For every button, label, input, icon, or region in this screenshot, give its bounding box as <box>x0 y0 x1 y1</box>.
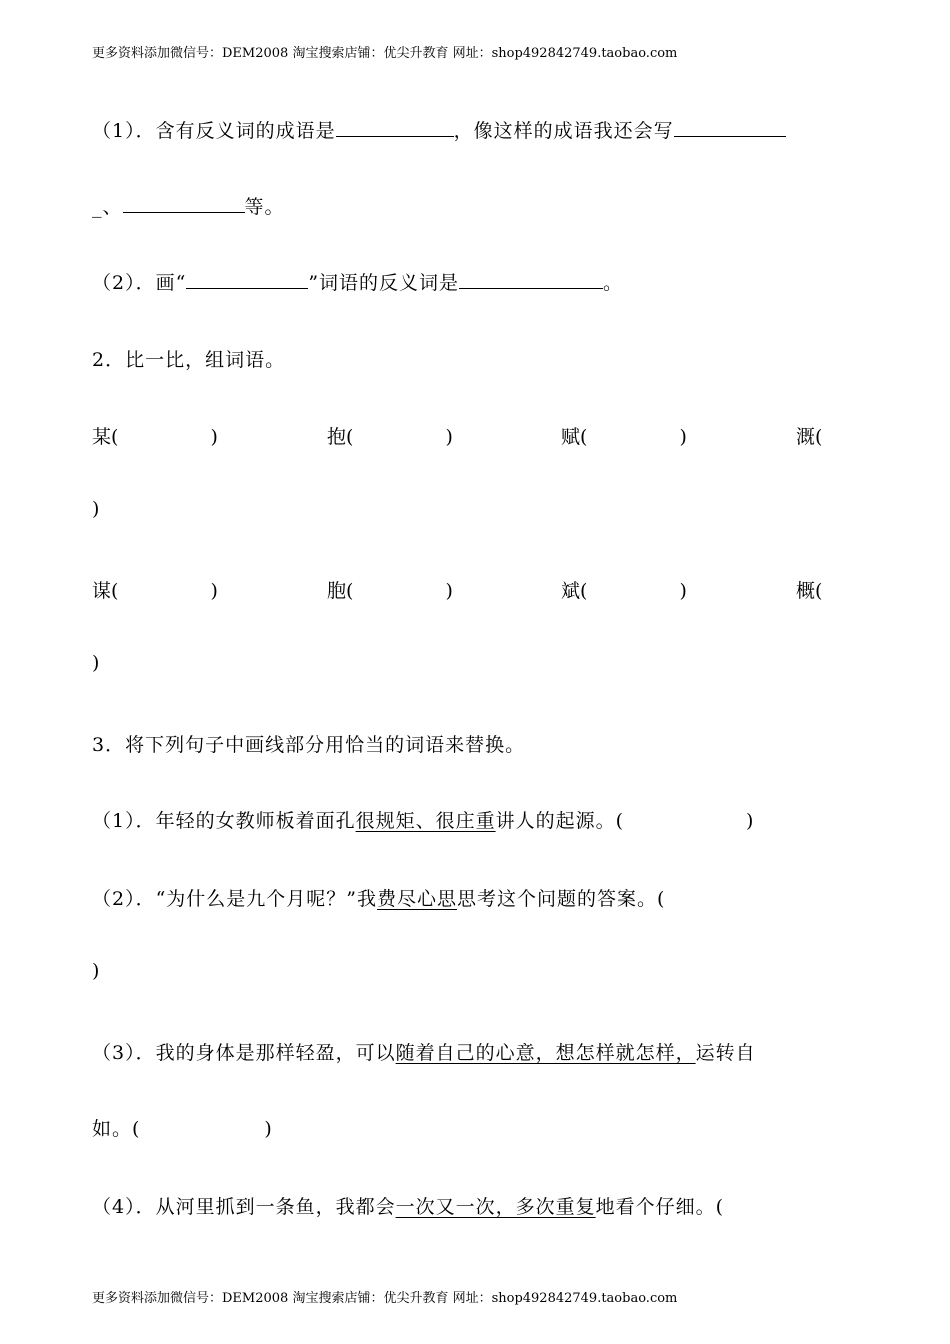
q2-char: 胞 <box>327 580 347 602</box>
q2-row1-item-4-close: ) <box>92 498 100 520</box>
q2-title: 2．比一比，组词语。 <box>92 349 286 371</box>
q3-s4-underlined: 一次又一次，多次重复 <box>395 1196 596 1218</box>
q2-row2-item-4: 概( <box>796 580 823 602</box>
q3-s3-underlined: 随着自己的心意，想怎样就怎样， <box>395 1042 696 1064</box>
q1-blank-5[interactable] <box>459 270 603 289</box>
q1-part2-text-b: ”词语的反义词是 <box>308 272 460 294</box>
q1-part1-text-b: ，像这样的成语我还会写 <box>453 120 674 142</box>
q3-s2-underlined: 费尽心思 <box>377 888 458 910</box>
page-header: 更多资料添加微信号：DEM2008 淘宝搜索店铺：优尖升教育 网址：shop492842749.taobao.com <box>92 46 678 61</box>
q2-char: 某 <box>92 426 112 448</box>
q3-title: 3．将下列句子中画线部分用恰当的词语来替换。 <box>92 734 526 756</box>
q3-s1-underlined: 很规矩、很庄重 <box>355 810 496 832</box>
q1-blank-4[interactable] <box>186 270 308 289</box>
q3-sentence-3-cont: 如。( ) <box>92 1118 273 1140</box>
q2-char: 斌 <box>561 580 581 602</box>
q2-row1-item-4: 溉( <box>796 426 823 448</box>
q2-row2-item-2: 胞( ) <box>327 580 453 602</box>
q2-char: 谋 <box>92 580 112 602</box>
q1-part1-text-d: 等。 <box>244 196 285 218</box>
q2-char: 溉 <box>796 426 816 448</box>
q1-blank-2[interactable] <box>674 118 786 137</box>
q3-sentence-2-close: ) <box>92 960 101 982</box>
q1-blank-1[interactable] <box>336 118 454 137</box>
page-footer: 更多资料添加微信号：DEM2008 淘宝搜索店铺：优尖升教育 网址：shop492842749.taobao.com <box>92 1291 678 1306</box>
q3-sentence-3: （3）．我的身体是那样轻盈，可以随着自己的心意，想怎样就怎样，运转自 <box>92 1042 756 1064</box>
q2-row2-item-3: 斌( ) <box>561 580 687 602</box>
q1-blank-3[interactable] <box>123 194 245 213</box>
q2-row1-item-2: 抱( ) <box>327 426 453 448</box>
q1-part1-line2 <box>92 192 285 219</box>
q3-sentence-1: （1）．年轻的女教师板着面孔很规矩、很庄重讲人的起源。( ) <box>92 810 755 832</box>
q2-row2-item-1: 谋( ) <box>92 580 218 602</box>
q3-sentence-4: （4）．从河里抓到一条鱼，我都会一次又一次，多次重复地看个仔细。( <box>92 1196 725 1218</box>
q1-part2-text-c: 。 <box>603 272 624 294</box>
q1-part1-text-c: _、 <box>92 196 123 218</box>
q2-row1-item-3: 赋( ) <box>561 426 687 448</box>
q2-row2-item-4-close: ) <box>92 652 100 674</box>
q2-char: 抱 <box>327 426 347 448</box>
q2-row1-item-1: 某( ) <box>92 426 218 448</box>
q1-part2-line <box>92 268 623 295</box>
q1-part2-text-a: （2）．画“ <box>92 272 187 294</box>
q1-part1-text-a: （1）．含有反义词的成语是 <box>92 120 336 142</box>
q2-char: 概 <box>796 580 816 602</box>
q2-char: 赋 <box>561 426 581 448</box>
q1-part1-line1 <box>92 116 786 143</box>
q3-sentence-2: （2）．“为什么是九个月呢？”我费尽心思思考这个问题的答案。( <box>92 888 666 910</box>
